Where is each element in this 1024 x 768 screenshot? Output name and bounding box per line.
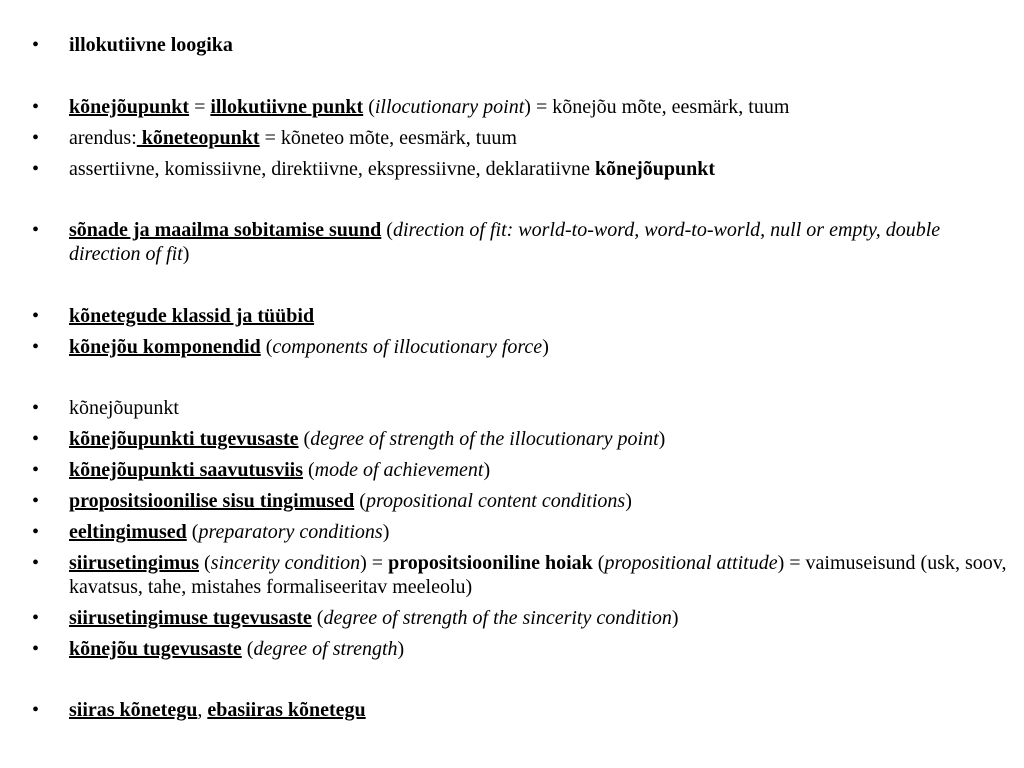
bullet-icon: •: [32, 158, 40, 180]
bullet-item: [32, 95, 1016, 119]
bullet-icon: •: [32, 96, 40, 118]
bullet-item: [32, 489, 1016, 513]
bullet-text: [69, 95, 1016, 119]
term-link-text: siirusetingimuse tugevusaste: [69, 607, 312, 629]
bullet-icon: •: [32, 638, 40, 660]
text-segment: (: [298, 428, 311, 450]
bullet-text: [69, 396, 1016, 420]
text-segment: illokutiivne loogika: [69, 34, 233, 56]
text-segment: (: [302, 459, 315, 481]
text-segment: ): [671, 607, 679, 629]
text-segment: =: [189, 96, 211, 118]
text-segment: (: [354, 490, 366, 512]
english-gloss: degree of strength: [253, 638, 398, 660]
english-gloss: degree of strength of the illocutionary point: [310, 428, 659, 450]
term-link-text: kõnejõupunkt: [69, 96, 190, 118]
term-link-text: sõnade ja maailma sobitamise suund: [69, 219, 382, 241]
bullet-item: [32, 396, 1016, 420]
bullet-item: [32, 335, 1016, 359]
bullet-text: [69, 335, 1016, 359]
text-segment: (: [199, 552, 211, 574]
bullet-icon: •: [32, 219, 40, 241]
bullet-icon: •: [32, 490, 40, 512]
bullet-item: [32, 304, 1016, 328]
bullet-text: [69, 304, 1016, 328]
text-segment: ): [542, 336, 549, 358]
bullet-text: [69, 489, 1016, 513]
text-segment: ,: [197, 699, 208, 721]
bullet-icon: •: [32, 521, 40, 543]
bullet-item: [32, 698, 1016, 722]
bullet-icon: •: [32, 127, 40, 149]
english-gloss: direction of fit: world-to-word, word-to-world, null or empty, double direction of fit: [69, 219, 941, 265]
bullet-icon: •: [32, 34, 40, 56]
text-segment: (: [311, 607, 324, 629]
text-segment: ): [182, 243, 190, 265]
bullet-text: [69, 551, 1016, 599]
bullet-item: [32, 520, 1016, 544]
text-segment: (: [186, 521, 199, 543]
term-link-text: siiras kõnetegu: [69, 699, 198, 721]
term-link-text: kõnejõu tugevusaste: [69, 638, 242, 660]
bullet-item: [32, 606, 1016, 630]
bullet-text: [69, 427, 1016, 451]
english-gloss: preparatory conditions: [198, 521, 383, 543]
text-segment: (: [381, 219, 393, 241]
bullet-icon: •: [32, 459, 40, 481]
bullet-text: [69, 520, 1016, 544]
term-link-text: kõneteopunkt: [136, 127, 260, 149]
text-segment: propositsiooniline hoiak: [388, 552, 593, 574]
term-link-text: siirusetingimus: [69, 552, 200, 574]
bullet-item: [32, 427, 1016, 451]
text-segment: kõnejõupunkt: [69, 397, 179, 419]
bullet-item: [32, 551, 1016, 599]
bullet-icon: •: [32, 336, 40, 358]
english-gloss: propositional content conditions: [365, 490, 626, 512]
english-gloss: components of illocutionary force: [272, 336, 543, 358]
text-segment: (: [592, 552, 605, 574]
bullet-icon: •: [32, 607, 40, 629]
text-segment: (: [260, 336, 273, 358]
english-gloss: illocutionary point: [374, 96, 525, 118]
bullet-item: [32, 33, 1016, 57]
term-link-text: eeltingimused: [69, 521, 187, 543]
term-link-text: kõnetegude klassid ja tüübid: [69, 305, 315, 327]
bullet-icon: •: [32, 397, 40, 419]
bullet-icon: •: [32, 552, 40, 574]
bullet-text: [69, 698, 1016, 722]
text-segment: kõnejõupunkt: [595, 158, 716, 180]
bullet-text: [69, 637, 1016, 661]
text-segment: ): [625, 490, 632, 512]
bullet-icon: •: [32, 699, 40, 721]
bullet-text: [69, 33, 1016, 57]
term-link-text: kõnejõupunkti saavutusviis: [69, 459, 303, 481]
text-segment: (: [363, 96, 375, 118]
bullet-icon: •: [32, 305, 40, 327]
term-link-text: ebasiiras kõnetegu: [207, 699, 366, 721]
english-gloss: degree of strength of the sincerity condition: [323, 607, 672, 629]
text-segment: ) =: [360, 552, 389, 574]
bullet-text: [69, 458, 1016, 482]
english-gloss: sincerity condition: [210, 552, 361, 574]
bullet-item: [32, 157, 1016, 181]
term-link-text: kõnejõupunkti tugevusaste: [69, 428, 299, 450]
bullet-text: [69, 126, 1016, 150]
term-link-text: kõnejõu komponendid: [69, 336, 261, 358]
text-segment: (: [241, 638, 254, 660]
bullet-icon: •: [32, 428, 40, 450]
text-segment: ): [382, 521, 390, 543]
bullet-item: [32, 458, 1016, 482]
text-segment: ): [483, 459, 491, 481]
text-segment: ) = kõnejõu mõte, eesmärk, tuum: [524, 96, 790, 118]
text-segment: arendus:: [69, 127, 137, 149]
text-segment: ) = vaimuseisund (usk, soov, kavatsus, tahe, mistahes formaliseeritav meeleolu): [69, 552, 1007, 598]
bullet-item: [32, 218, 1016, 266]
english-gloss: propositional attitude: [604, 552, 778, 574]
bullet-text: [69, 218, 1016, 266]
term-link-text: propositsioonilise sisu tingimused: [69, 490, 355, 512]
term-link-text: illokutiivne punkt: [210, 96, 364, 118]
bullet-text: [69, 606, 1016, 630]
text-segment: assertiivne, komissiivne, direktiivne, ekspressiivne, deklaratiivne: [69, 158, 595, 180]
bullet-item: [32, 126, 1016, 150]
text-segment: ): [658, 428, 666, 450]
bullet-text: [69, 157, 1016, 181]
bullet-item: [32, 637, 1016, 661]
english-gloss: mode of achievement: [314, 459, 484, 481]
text-segment: = kõneteo mõte, eesmärk, tuum: [259, 127, 517, 149]
text-segment: ): [397, 638, 405, 660]
